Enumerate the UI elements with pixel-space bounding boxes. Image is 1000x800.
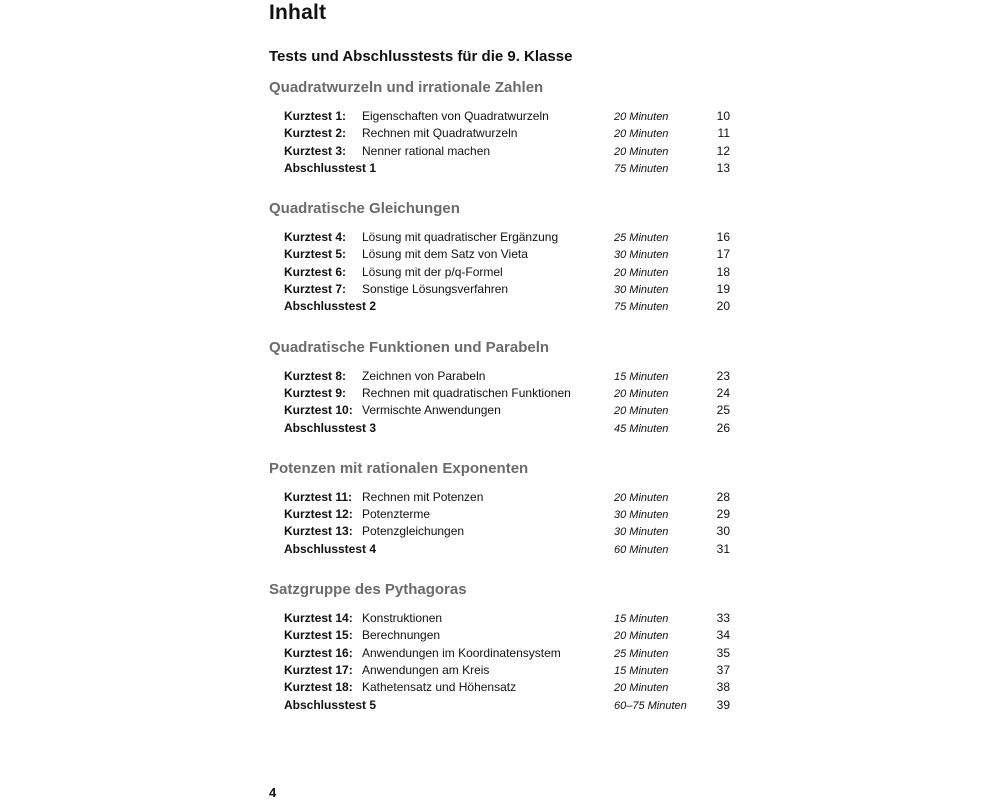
entry-duration: 20 Minuten	[614, 682, 669, 695]
toc-section	[269, 77, 749, 177]
entry-title: Rechnen mit Quadratwurzeln	[362, 126, 518, 141]
entry-title: Berechnungen	[362, 628, 441, 643]
entry-duration: 15 Minuten	[614, 664, 669, 677]
entry-duration: 25 Minuten	[614, 232, 669, 245]
entry-title: Sonstige Lösungsverfahren	[362, 282, 509, 297]
section-heading: Satzgruppe des Pythagoras	[269, 581, 467, 599]
toc-entry	[269, 108, 749, 125]
entry-code: Abschlusstest 5	[284, 697, 377, 712]
entry-title: Zeichnen von Parabeln	[362, 368, 486, 383]
entry-code: Kurztest 17:	[284, 662, 353, 677]
toc-entry	[269, 489, 749, 506]
entry-code: Kurztest 8:	[284, 368, 347, 383]
entry-duration: 30 Minuten	[614, 509, 669, 522]
entry-page-number: 38	[716, 680, 730, 695]
toc-section	[269, 198, 749, 315]
toc-entry	[269, 402, 749, 419]
entry-page-number: 20	[716, 299, 730, 314]
entry-page-number: 26	[716, 420, 730, 435]
entry-duration: 30 Minuten	[614, 249, 669, 262]
entry-title: Anwendungen am Kreis	[362, 662, 490, 677]
toc-entry	[269, 610, 749, 627]
page-subtitle: Tests und Abschlusstests für die 9. Klasse	[269, 48, 573, 65]
entry-title: Lösung mit der p/q-Formel	[362, 264, 503, 279]
entry-duration: 75 Minuten	[614, 301, 669, 314]
toc-entry	[269, 627, 749, 644]
entry-duration: 60 Minuten	[614, 543, 669, 556]
toc-entry	[269, 229, 749, 246]
toc-entry	[269, 368, 749, 385]
section-heading: Quadratische Gleichungen	[269, 200, 460, 218]
entry-page-number: 18	[716, 264, 730, 279]
entry-title: Potenzterme	[362, 507, 431, 522]
entry-page-number: 12	[716, 143, 730, 158]
entry-code: Kurztest 16:	[284, 645, 353, 660]
entry-page-number: 33	[716, 611, 730, 626]
entry-duration: 15 Minuten	[614, 370, 669, 383]
entry-page-number: 13	[716, 160, 730, 175]
entry-page-number: 11	[717, 126, 730, 141]
entry-page-number: 16	[716, 230, 730, 245]
entry-page-number: 37	[716, 662, 730, 677]
entry-duration: 15 Minuten	[614, 613, 669, 626]
entry-code: Kurztest 10:	[284, 403, 353, 418]
entry-title: Lösung mit dem Satz von Vieta	[362, 247, 528, 262]
entry-page-number: 29	[716, 507, 730, 522]
section-heading: Quadratwurzeln und irrationale Zahlen	[269, 79, 544, 96]
toc-entry	[269, 160, 749, 177]
entry-title: Vermischte Anwendungen	[362, 403, 501, 418]
entry-code: Kurztest 15:	[284, 628, 353, 643]
entry-duration: 45 Minuten	[614, 422, 669, 435]
entry-page-number: 25	[716, 403, 730, 418]
page-title: Inhalt	[269, 1, 327, 24]
entry-page-number: 10	[716, 109, 730, 123]
entry-duration: 20 Minuten	[614, 128, 669, 141]
entry-duration: 25 Minuten	[614, 647, 669, 660]
entry-code: Kurztest 5:	[284, 247, 347, 262]
entry-duration: 20 Minuten	[614, 111, 669, 123]
toc-entry	[269, 143, 749, 160]
entry-code: Kurztest 2:	[284, 126, 347, 141]
table-of-contents	[269, 77, 749, 735]
toc-section	[269, 579, 749, 714]
toc-section	[269, 337, 749, 437]
entry-duration: 20 Minuten	[614, 145, 669, 158]
entry-page-number: 17	[716, 247, 730, 262]
toc-entry	[269, 281, 749, 298]
entry-page-number: 30	[716, 524, 730, 539]
entry-code: Kurztest 4:	[284, 230, 347, 245]
entry-page-number: 31	[716, 541, 730, 556]
entry-duration: 30 Minuten	[614, 284, 669, 297]
entry-code: Kurztest 1:	[284, 109, 347, 123]
toc-section	[269, 458, 749, 558]
toc-entry	[269, 523, 749, 540]
entry-code: Kurztest 12:	[284, 507, 353, 522]
entry-duration: 20 Minuten	[614, 405, 669, 418]
entry-duration: 30 Minuten	[614, 526, 669, 539]
toc-entry	[269, 264, 749, 281]
entry-duration: 60–75 Minuten	[614, 699, 687, 712]
entry-page-number: 19	[716, 282, 730, 297]
entry-title: Konstruktionen	[362, 611, 443, 626]
toc-entry	[269, 420, 749, 437]
entry-title: Eigenschaften von Quadratwurzeln	[362, 109, 549, 123]
entry-duration: 20 Minuten	[614, 630, 669, 643]
entry-code: Kurztest 9:	[284, 385, 347, 400]
entry-page-number: 34	[716, 628, 730, 643]
entry-title: Potenzgleichungen	[362, 524, 465, 539]
section-heading: Quadratische Funktionen und Parabeln	[269, 338, 550, 356]
entry-code: Kurztest 7:	[284, 282, 347, 297]
entry-title: Rechnen mit quadratischen Funktionen	[362, 385, 571, 400]
entry-code: Kurztest 11:	[284, 489, 353, 504]
entry-page-number: 24	[716, 385, 730, 400]
entry-title: Nenner rational machen	[362, 143, 491, 158]
toc-entry	[269, 697, 749, 714]
toc-entry	[269, 541, 749, 558]
toc-entry	[269, 246, 749, 263]
entry-page-number: 35	[716, 645, 730, 660]
page-number: 4	[269, 785, 277, 800]
entry-title: Lösung mit quadratischer Ergänzung	[362, 230, 559, 245]
toc-entry	[269, 385, 749, 402]
entry-code: Kurztest 13:	[284, 524, 353, 539]
toc-entry	[269, 662, 749, 679]
entry-code: Abschlusstest 2	[284, 299, 377, 314]
entry-page-number: 39	[716, 697, 730, 712]
entry-code: Kurztest 6:	[284, 264, 347, 279]
toc-entry	[269, 679, 749, 696]
entry-duration: 20 Minuten	[614, 266, 669, 279]
entry-code: Abschlusstest 3	[284, 420, 377, 435]
entry-code: Kurztest 3:	[284, 143, 347, 158]
entry-title: Kathetensatz und Höhensatz	[362, 680, 517, 695]
entry-code: Abschlusstest 4	[284, 541, 377, 556]
entry-title: Anwendungen im Koordinatensystem	[362, 645, 561, 660]
toc-entry	[269, 298, 749, 315]
section-heading: Potenzen mit rationalen Exponenten	[269, 459, 529, 477]
entry-code: Kurztest 14:	[284, 611, 353, 626]
entry-duration: 20 Minuten	[614, 491, 669, 504]
entry-code: Abschlusstest 1	[284, 160, 377, 175]
toc-entry	[269, 506, 749, 523]
entry-title: Rechnen mit Potenzen	[362, 489, 484, 504]
entry-page-number: 23	[716, 368, 730, 383]
toc-entry	[269, 645, 749, 662]
toc-entry	[269, 125, 749, 142]
entry-duration: 20 Minuten	[614, 387, 669, 400]
entry-code: Kurztest 18:	[284, 680, 353, 695]
entry-page-number: 28	[716, 489, 730, 504]
entry-duration: 75 Minuten	[614, 162, 669, 175]
